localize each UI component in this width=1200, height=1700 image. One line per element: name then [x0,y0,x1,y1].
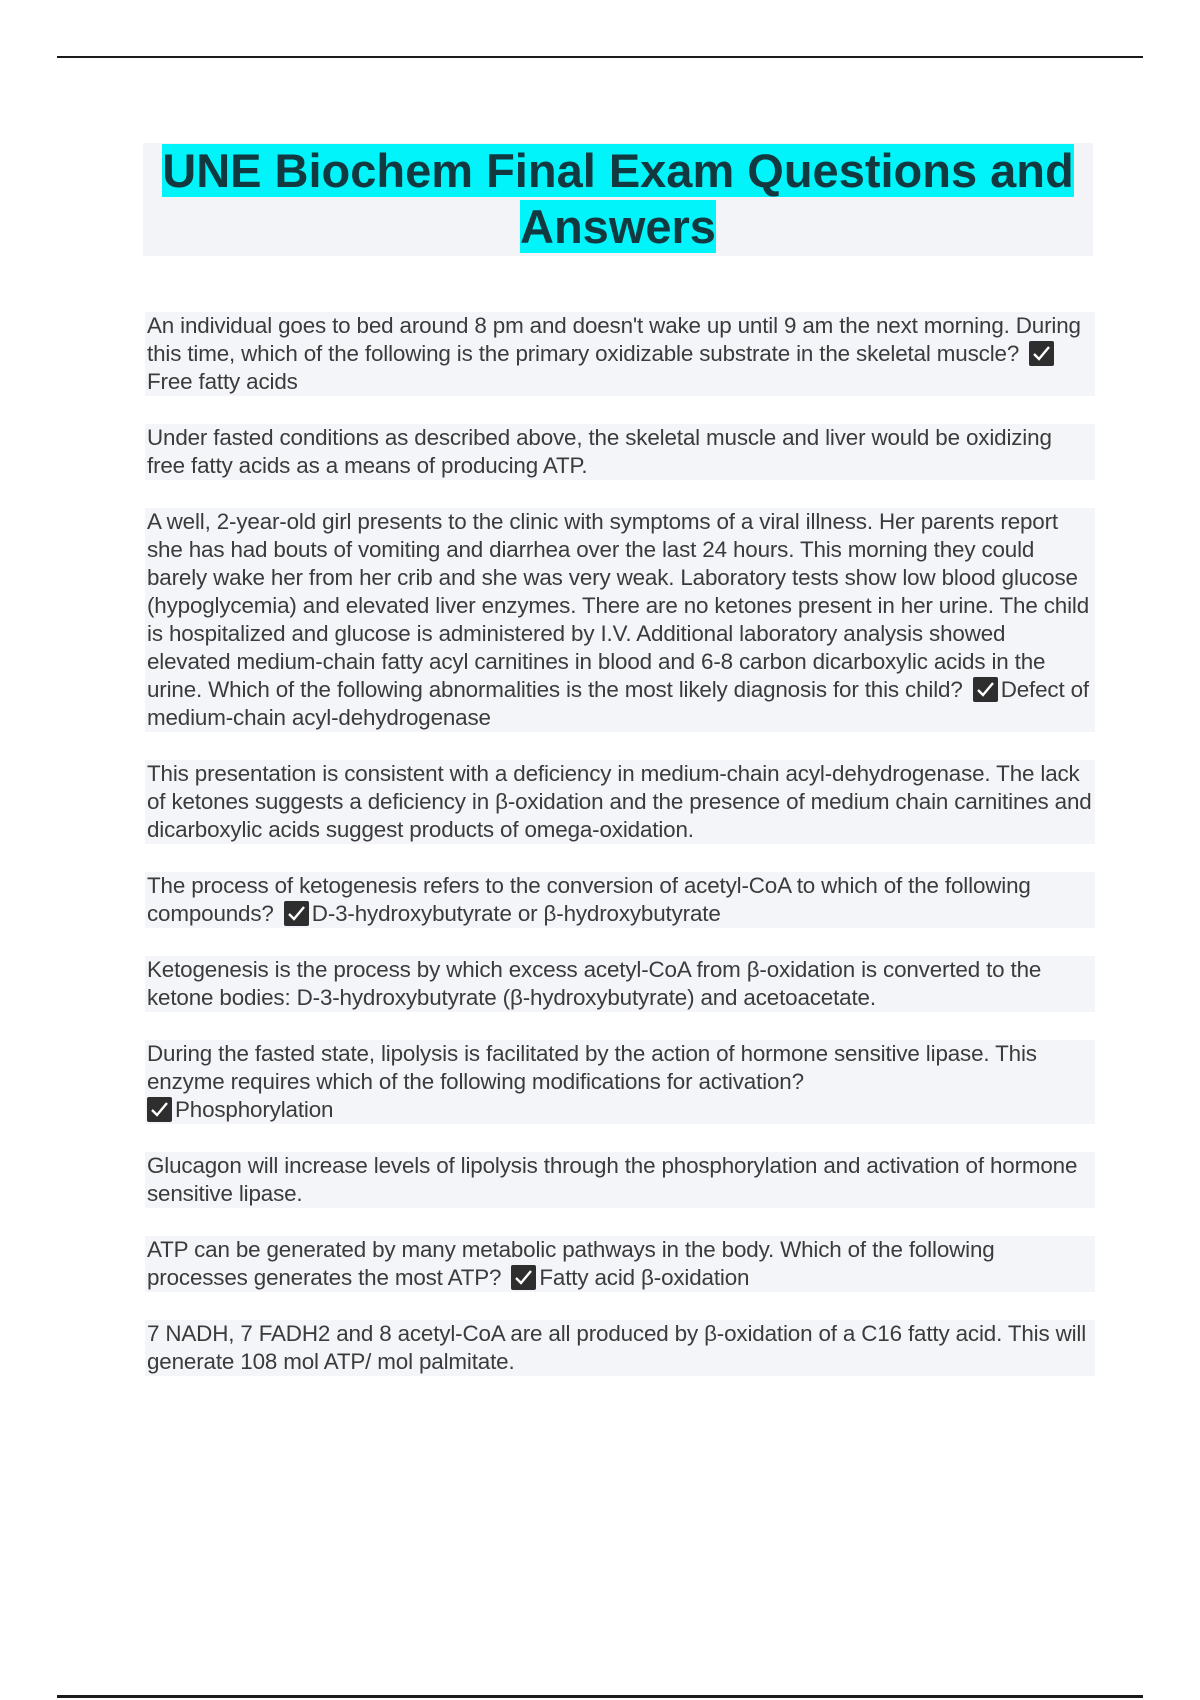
qa-content [145,312,1095,1404]
title-line-1: UNE Biochem Final Exam Questions and [162,144,1074,197]
check-icon [1029,341,1054,366]
explanation-block [145,1320,1095,1376]
question-block [145,508,1095,732]
footer-rule [57,1695,1143,1698]
check-icon [147,1097,172,1122]
answer-text: Free fatty acids [147,369,298,394]
title-line-2: Answers [520,200,716,253]
check-icon [284,901,309,926]
explanation-text: Under fasted conditions as described above, the skeletal muscle and liver would be oxidizing free fatty acids as a means of producing ATP. [147,425,1052,478]
question-block [145,1236,1095,1292]
explanation-text: Glucagon will increase levels of lipolysis through the phosphorylation and activation of hormone sensitive lipase. [147,1153,1078,1206]
question-text: The process of ketogenesis refers to the conversion of acetyl-CoA to which of the following compounds? [147,873,1031,926]
answer-text: Defect of medium-chain acyl-dehydrogenase [147,677,1089,730]
answer-text: Phosphorylation [175,1097,334,1122]
explanation-text: This presentation is consistent with a deficiency in medium-chain acyl-dehydrogenase. The lack of ketones suggests a deficiency in β-oxidation and the presence of medium chain carnitines and dicarboxylic acids suggest products of omega-oxidation. [147,761,1092,842]
question-text: A well, 2-year-old girl presents to the clinic with symptoms of a viral illness. Her parents report she has had bouts of vomiting and diarrhea over the last 24 hours. This morning they could barely wake her from her crib and she was very weak. Laboratory tests show low blood glucose (hypoglycemia) and elevated liver enzymes. There are no ketones present in her urine. The child is hospitalized and glucose is administered by I.V. Additional laboratory analysis showed elevated medium-chain fatty acyl carnitines in blood and 6-8 carbon dicarboxylic acids in the urine. Which of the following abnormalities is the most likely diagnosis for this child? [147,509,1090,702]
explanation-text: 7 NADH, 7 FADH2 and 8 acetyl-CoA are all produced by β-oxidation of a C16 fatty acid. This will generate 108 mol ATP/ mol palmitate. [147,1321,1087,1374]
check-icon [973,677,998,702]
header-rule [57,56,1143,58]
document-title [143,143,1093,256]
question-block [145,872,1095,928]
answer-text: Fatty acid β-oxidation [539,1265,750,1290]
explanation-block [145,1152,1095,1208]
question-text: ATP can be generated by many metabolic pathways in the body. Which of the following processes generates the most ATP? [147,1237,995,1290]
answer-text: D-3-hydroxybutyrate or β-hydroxybutyrate [311,901,721,926]
explanation-block [145,760,1095,844]
check-icon [511,1265,536,1290]
question-block [145,1040,1095,1124]
explanation-block [145,424,1095,480]
explanation-block [145,956,1095,1012]
explanation-text: Ketogenesis is the process by which excess acetyl-CoA from β-oxidation is converted to the ketone bodies: D-3-hydroxybutyrate (β-hydroxybutyrate) and acetoacetate. [147,957,1042,1010]
question-block [145,312,1095,396]
question-text: During the fasted state, lipolysis is facilitated by the action of hormone sensitive lipase. This enzyme requires which of the following modifications for activation? [147,1041,1037,1094]
question-text: An individual goes to bed around 8 pm and doesn't wake up until 9 am the next morning. During this time, which of the following is the primary oxidizable substrate in the skeletal muscle? [147,313,1081,366]
